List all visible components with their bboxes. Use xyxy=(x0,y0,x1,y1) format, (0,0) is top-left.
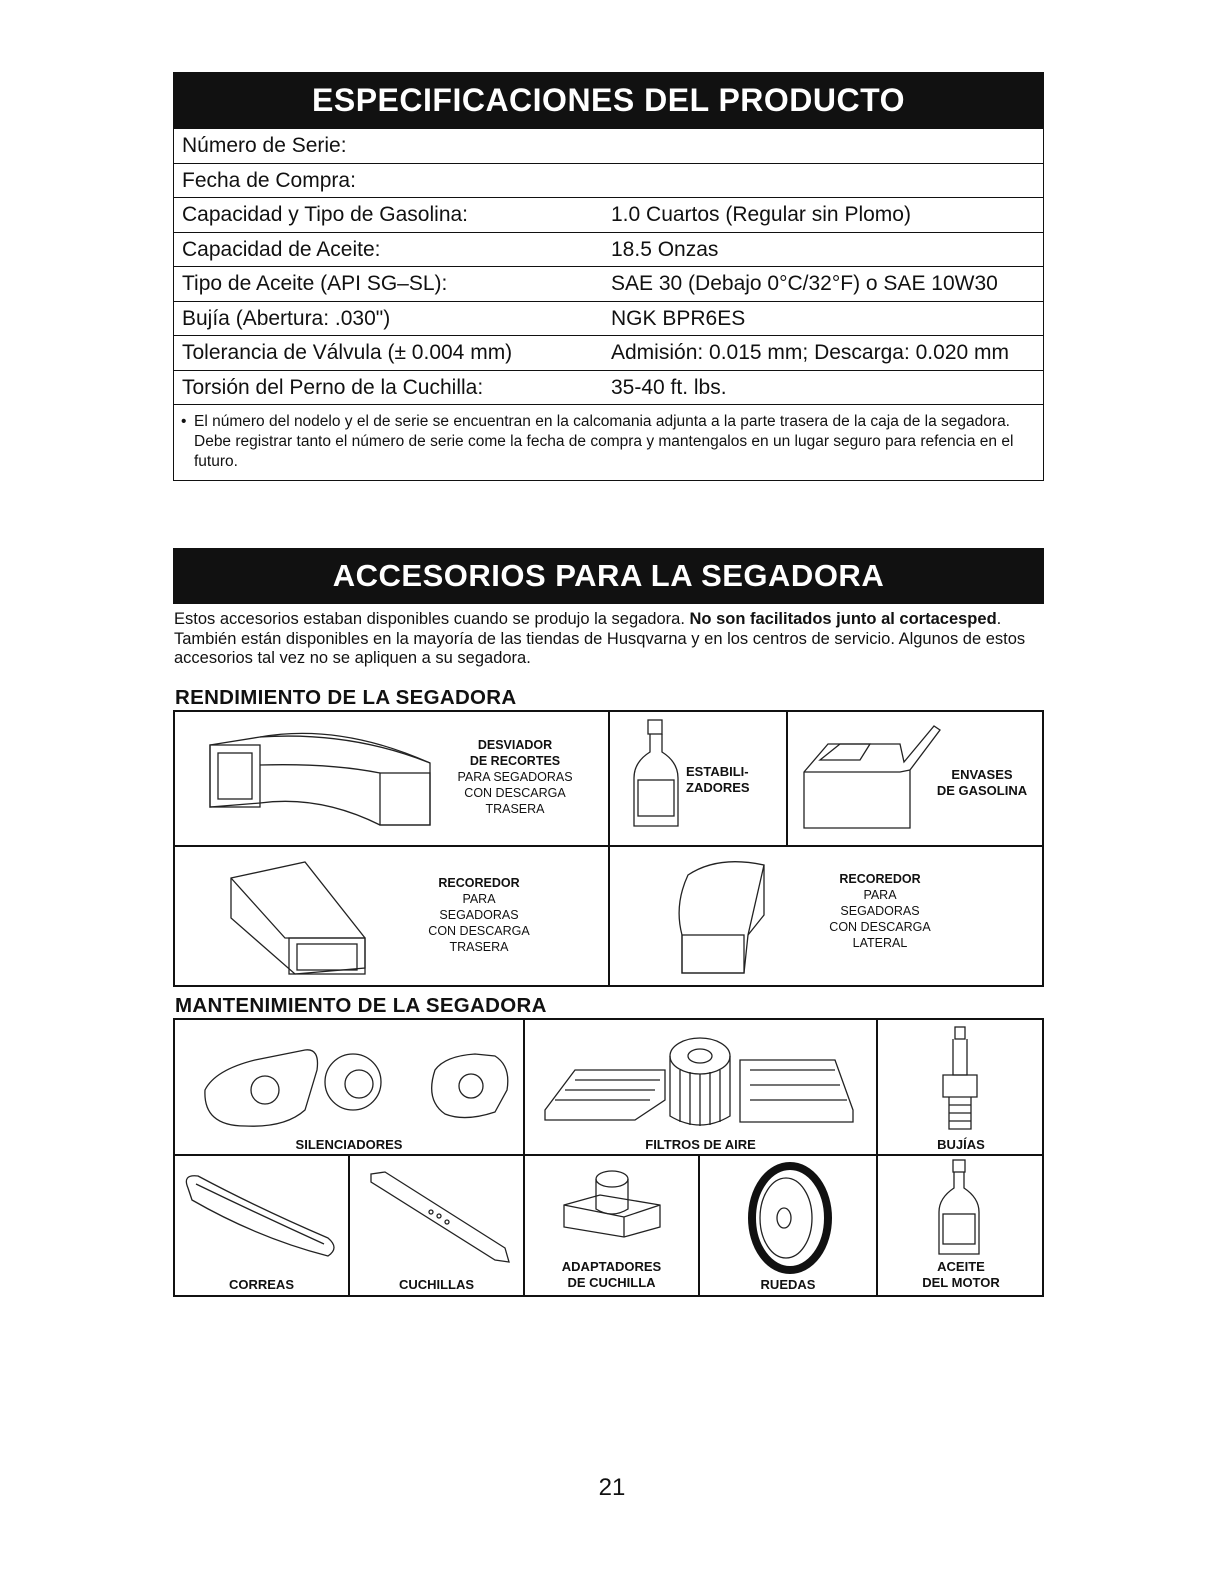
caption-line: ESTABILI- xyxy=(686,764,749,779)
divider xyxy=(523,1018,525,1297)
spec-row xyxy=(174,129,1043,164)
caption-line: DE CUCHILLA xyxy=(567,1275,656,1290)
spec-value: SAE 30 (Debajo 0°C/32°F) o SAE 10W30 xyxy=(611,272,998,295)
caption-line: SEGADORAS xyxy=(840,904,920,918)
divider xyxy=(786,710,788,846)
ruedas-caption: RUEDAS xyxy=(760,1277,816,1292)
stabilizer-bottle-icon xyxy=(630,718,690,833)
silenciadores-caption: SILENCIADORES xyxy=(295,1137,403,1152)
divider xyxy=(173,845,1044,847)
caption-bold: DESVIADOR xyxy=(477,738,553,752)
oil-bottle-icon xyxy=(935,1158,985,1258)
caption-line: ENVASES xyxy=(951,767,1013,782)
blade-adapter-icon xyxy=(560,1165,670,1250)
correas-caption: CORREAS xyxy=(228,1277,294,1292)
spec-row xyxy=(174,267,1043,302)
spec-row xyxy=(174,371,1043,406)
rendimiento-heading: RENDIMIENTO DE LA SEGADORA xyxy=(175,686,517,709)
note-text: El número del nodelo y el de serie se encuentran en la calcomania adjunta a la parte trasera de la caja de la segadora. Debe registrar tanto el número de serie come la fecha de compra y mantengalos en un lugar seguro para refencia en el futuro. xyxy=(194,413,1014,470)
mantenimiento-heading: MANTENIMIENTO DE LA SEGADORA xyxy=(175,994,547,1017)
intro-bold-text: No son facilitados junto al cortacesped xyxy=(689,610,997,628)
spec-label: Capacidad y Tipo de Gasolina: xyxy=(182,203,469,226)
divider xyxy=(876,1018,878,1297)
spark-plug-icon xyxy=(935,1025,985,1135)
accessories-intro xyxy=(174,610,1034,669)
caption-line: PARA SEGADORAS xyxy=(457,770,573,784)
intro-text: . También están disponibles en la mayoría de las tiendas de Husqvarna y en los centros de servicio. Algunos de estos accesorios tal vez no se apliquen a su segadora. xyxy=(174,610,1026,667)
spec-title: ESPECIFICACIONES DEL PRODUCTO xyxy=(173,72,1044,129)
wheel-icon xyxy=(748,1163,833,1273)
spec-value: Admisión: 0.015 mm; Descarga: 0.020 mm xyxy=(611,341,1009,364)
spec-row xyxy=(174,302,1043,337)
spec-value: 1.0 Cuartos (Regular sin Plomo) xyxy=(611,203,911,226)
spec-label: Fecha de Compra: xyxy=(182,168,356,192)
caption-line: LATERAL xyxy=(852,936,908,950)
caption-line: SEGADORAS xyxy=(439,908,519,922)
aceite-caption xyxy=(878,1259,1044,1291)
desviador-caption xyxy=(430,737,600,817)
caption-bold: DE RECORTES xyxy=(469,754,561,768)
caption-line: ACEITE xyxy=(937,1259,985,1274)
spec-value: NGK BPR6ES xyxy=(611,306,746,330)
caption-line: PARA xyxy=(462,892,496,906)
divider xyxy=(698,1154,700,1297)
caption-line: CON DESCARGA xyxy=(428,924,530,938)
page-number: 21 xyxy=(598,1474,626,1501)
caption-line: ADAPTADORES xyxy=(561,1259,662,1274)
caption-line: TRASERA xyxy=(449,940,509,954)
air-filter-icon xyxy=(535,1030,865,1130)
caption-line: DEL MOTOR xyxy=(922,1275,1000,1290)
caption-line: CON DESCARGA xyxy=(464,786,566,800)
rear-bagger-icon xyxy=(225,858,370,978)
divider xyxy=(348,1154,350,1297)
adaptadores-caption xyxy=(525,1259,698,1291)
caption-line: TRASERA xyxy=(485,802,545,816)
note-bullet: • xyxy=(181,413,187,430)
caption-line: PARA xyxy=(863,888,897,902)
blade-icon xyxy=(365,1168,515,1268)
caption-line: ZADORES xyxy=(686,780,750,795)
estabilizadores-caption xyxy=(686,764,786,796)
caption-bold: RECOREDOR xyxy=(438,876,520,890)
caption-line: DE GASOLINA xyxy=(936,783,1028,798)
caption-line: CON DESCARGA xyxy=(829,920,931,934)
spec-label: Bujía (Abertura: .030") xyxy=(182,306,391,330)
clipping-deflector-icon xyxy=(200,725,440,830)
divider xyxy=(608,710,610,987)
spec-value: 35-40 ft. lbs. xyxy=(611,375,727,399)
bujias-caption: BUJÍAS xyxy=(937,1137,985,1152)
spec-label: Torsión del Perno de la Cuchilla: xyxy=(182,375,484,399)
accessories-title: ACCESORIOS PARA LA SEGADORA xyxy=(173,548,1044,604)
spec-row xyxy=(174,198,1043,233)
recoredor-trasera-caption xyxy=(404,875,554,955)
intro-text: Estos accesorios estaban disponibles cuando se produjo la segadora. xyxy=(174,610,690,628)
spec-row xyxy=(174,164,1043,199)
caption-bold: RECOREDOR xyxy=(839,872,921,886)
belt-icon xyxy=(178,1168,343,1263)
cuchillas-caption: CUCHILLAS xyxy=(398,1277,475,1292)
envases-caption xyxy=(924,767,1040,799)
muffler-icon xyxy=(195,1030,515,1130)
side-bagger-icon xyxy=(668,855,778,980)
spec-table xyxy=(173,129,1044,481)
spec-label: Tolerancia de Válvula (± 0.004 mm) xyxy=(182,341,513,364)
spec-row xyxy=(174,336,1043,371)
gas-can-icon xyxy=(800,722,940,832)
spec-label: Número de Serie: xyxy=(182,134,347,157)
divider xyxy=(173,1154,1044,1156)
recoredor-lateral-caption xyxy=(805,871,955,951)
spec-label: Capacidad de Aceite: xyxy=(182,237,381,261)
spec-note xyxy=(174,405,1043,480)
spec-value: 18.5 Onzas xyxy=(611,237,719,261)
spec-row xyxy=(174,233,1043,268)
filtros-caption: FILTROS DE AIRE xyxy=(645,1137,756,1152)
spec-label: Tipo de Aceite (API SG–SL): xyxy=(182,272,448,295)
